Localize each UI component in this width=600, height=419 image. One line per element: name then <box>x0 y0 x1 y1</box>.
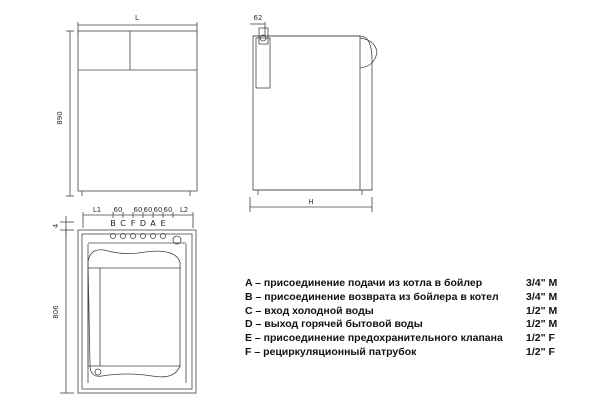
legend-text: A – присоединение подачи из котла в бойлер <box>245 277 483 289</box>
legend-text: C – вход холодной воды <box>245 304 374 317</box>
connection-letter: B <box>110 219 116 228</box>
dim-pitch-label: 60 <box>133 206 143 214</box>
dim-side-offset-label: 62 <box>253 14 263 22</box>
legend-row <box>245 305 590 319</box>
dim-width-label: L <box>135 14 139 22</box>
connection-letter: A <box>150 219 156 228</box>
dim-bottom-height-label: 806 <box>52 305 60 319</box>
legend-text: E – присоединение предохранительного клапана <box>245 332 503 345</box>
legend-row <box>245 291 590 305</box>
side-view <box>250 22 377 212</box>
legend-text: B – присоединение возврата из бойлера в котел <box>245 290 499 303</box>
dim-l1-label: L1 <box>92 206 102 214</box>
legend-text: D – выход горячей бытовой воды <box>245 318 423 331</box>
legend-row <box>245 332 590 346</box>
connection-letter: D <box>139 219 147 228</box>
connection-letter: F <box>130 219 136 228</box>
legend-size: 3/4" M <box>526 290 558 303</box>
dim-height-label: 890 <box>56 111 64 125</box>
legend-size: 1/2" F <box>526 345 555 358</box>
bottom-view <box>60 212 196 393</box>
dim-pitch-label: 60 <box>163 206 173 214</box>
legend-text: F – рециркуляционный патрубок <box>245 345 417 358</box>
legend-row <box>245 318 590 332</box>
legend-size: 3/4" M <box>526 277 558 289</box>
dim-base-label: 4 <box>52 223 60 229</box>
dim-pitch-label: 60 <box>153 206 163 214</box>
dim-l2-label: L2 <box>179 206 189 214</box>
dim-depth-label: H <box>308 198 314 206</box>
connection-letter: C <box>120 219 126 228</box>
legend-size: 1/2" M <box>526 304 558 317</box>
legend-size: 1/2" M <box>526 318 558 331</box>
legend-row <box>245 346 590 360</box>
legend-size: 1/2" F <box>526 332 555 345</box>
front-view <box>66 22 197 196</box>
legend-row <box>245 277 590 291</box>
dim-pitch-label: 60 <box>143 206 153 214</box>
connection-letter: E <box>160 219 166 228</box>
dim-pitch-label: 60 <box>113 206 123 214</box>
connection-legend <box>245 277 590 360</box>
